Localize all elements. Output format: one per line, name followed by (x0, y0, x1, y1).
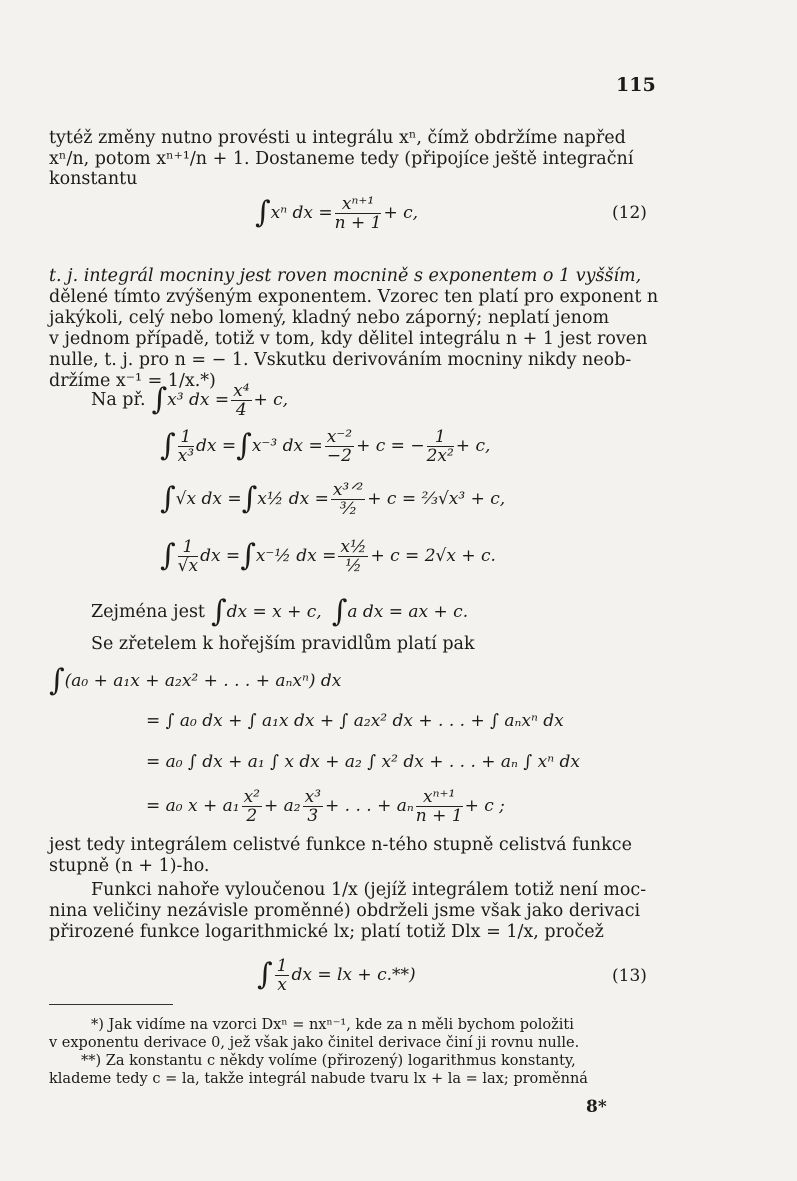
page-number: 115 (616, 74, 656, 96)
footnote-line: **) Za konstantu c někdy volíme (přirozený) logarithmus konstanty, (81, 1053, 576, 1069)
poly-line-2: = ∫ a₀ dx + ∫ a₁x dx + ∫ a₂x² dx + . . . + ∫ aₙxⁿ dx (146, 711, 564, 731)
text-line: Funkci nahoře vyloučenou 1/x (jejíž integrálem totiž není moc- (91, 880, 647, 900)
example-2: ∫ $\frac{1}{\text{x³}}$ dx = ∫ x⁻³ dx = $\frac{\text{x⁻²}}{-2}$ + c = − $\frac{1}{\text{2x²}}$ + c, (160, 426, 491, 466)
text-line: nulle, t. j. pro n = − 1. Vskutku derivováním mocniny nikdy neob- (49, 350, 632, 370)
text-line: přirozené funkce logarithmické lx; platí totiž Dlx = 1/x, pročež (49, 922, 604, 942)
eq12-rhs: + c, (383, 203, 419, 223)
text-line: t. j. integrál mocniny jest roven mocnině s exponentem o 1 vyšším, (49, 266, 642, 286)
eq12-label: (12) (612, 203, 647, 223)
text-line: nina veličiny nezávisle proměnné) obdrželi jsme však jako derivaci (49, 901, 641, 921)
poly-line-1: ∫ (a₀ + a₁x + a₂x² + . . . + aₙxⁿ) dx (49, 663, 342, 698)
example-1: Na př. ∫ x³ dx = $\frac{\text{x⁴}}{4}$ + c, (91, 380, 289, 420)
text-line: xⁿ/n, potom xⁿ⁺¹/n + 1. Dostaneme tedy (připojíce ještě integrační (49, 149, 634, 169)
example-intro: Na př. (91, 389, 146, 410)
ex1-fraction: $\frac{\text{x⁴}}{4}$ (233, 380, 250, 420)
text-line: Se zřetelem k hořejším pravidlům platí pak (91, 634, 475, 654)
text-line: tytéž změny nutno provésti u integrálu xⁿ, čímž obdržíme napřed (49, 128, 626, 148)
footnote-rule (49, 1004, 173, 1005)
text-line: konstantu (49, 169, 138, 189)
text-line: držíme x⁻¹ = 1/x.*) (49, 371, 216, 391)
example-4: ∫ $\frac{1}{√x}$ dx = ∫ x⁻½ dx = $\frac{\text{x½}}{\text{½}}$ + c = 2√x + c. (160, 536, 496, 576)
equation-12 (255, 190, 418, 236)
poly-line-4: = a₀ x + a₁ $\frac{\text{x²}}{2}$ + a₂ $\frac{\text{x³}}{3}$ + . . . + aₙ $\frac{\text{xⁿ⁺¹}}{n + 1}$ + c ; (146, 786, 505, 826)
signature-mark: 8* (586, 1097, 607, 1117)
zejmena-line: Zejména jest ∫ dx = x + c, ∫ a dx = ax + c. (91, 594, 469, 629)
integral-sign: ∫ (255, 195, 271, 230)
text-line: v jednom případě, totiž v tom, kdy dělitel integrálu n + 1 jest roven (49, 329, 648, 349)
example-3: ∫ √x dx = ∫ x½ dx = $\frac{\text{x³ᐟ²}}{\text{³⁄₂}}$ + c = ⅔√x³ + c, (160, 479, 506, 519)
footnote-line: *) Jak vidíme na vzorci Dxⁿ = nxⁿ⁻¹, kde za n měli bychom položiti (91, 1017, 574, 1033)
text-line: dělené tímto zvýšeným exponentem. Vzorec ten platí pro exponent n (49, 287, 659, 307)
eq12-fraction: $\frac{\text{xⁿ⁺¹}}{n + 1}$ (334, 193, 382, 233)
text-line: stupně (n + 1)-ho. (49, 856, 210, 876)
text-line: jest tedy integrálem celistvé funkce n-tého stupně celistvá funkce (49, 835, 632, 855)
equation-13: ∫ $\frac{1}{x}$ dx = lx + c.**) (257, 955, 416, 995)
eq12-lhs: xⁿ dx = (270, 203, 333, 223)
footnote-line: v exponentu derivace 0, jež však jako činitel derivace činí ji rovnu nulle. (49, 1035, 580, 1051)
eq13-label: (13) (612, 966, 647, 986)
poly-line-3: = a₀ ∫ dx + a₁ ∫ x dx + a₂ ∫ x² dx + . . . + aₙ ∫ xⁿ dx (146, 752, 580, 772)
footnote-line: klademe tedy c = la, takže integrál nabude tvaru lx + la = lax; proměnná (49, 1071, 588, 1087)
text-line: jakýkoli, celý nebo lomený, kladný nebo záporný; neplatí jenom (49, 308, 610, 328)
